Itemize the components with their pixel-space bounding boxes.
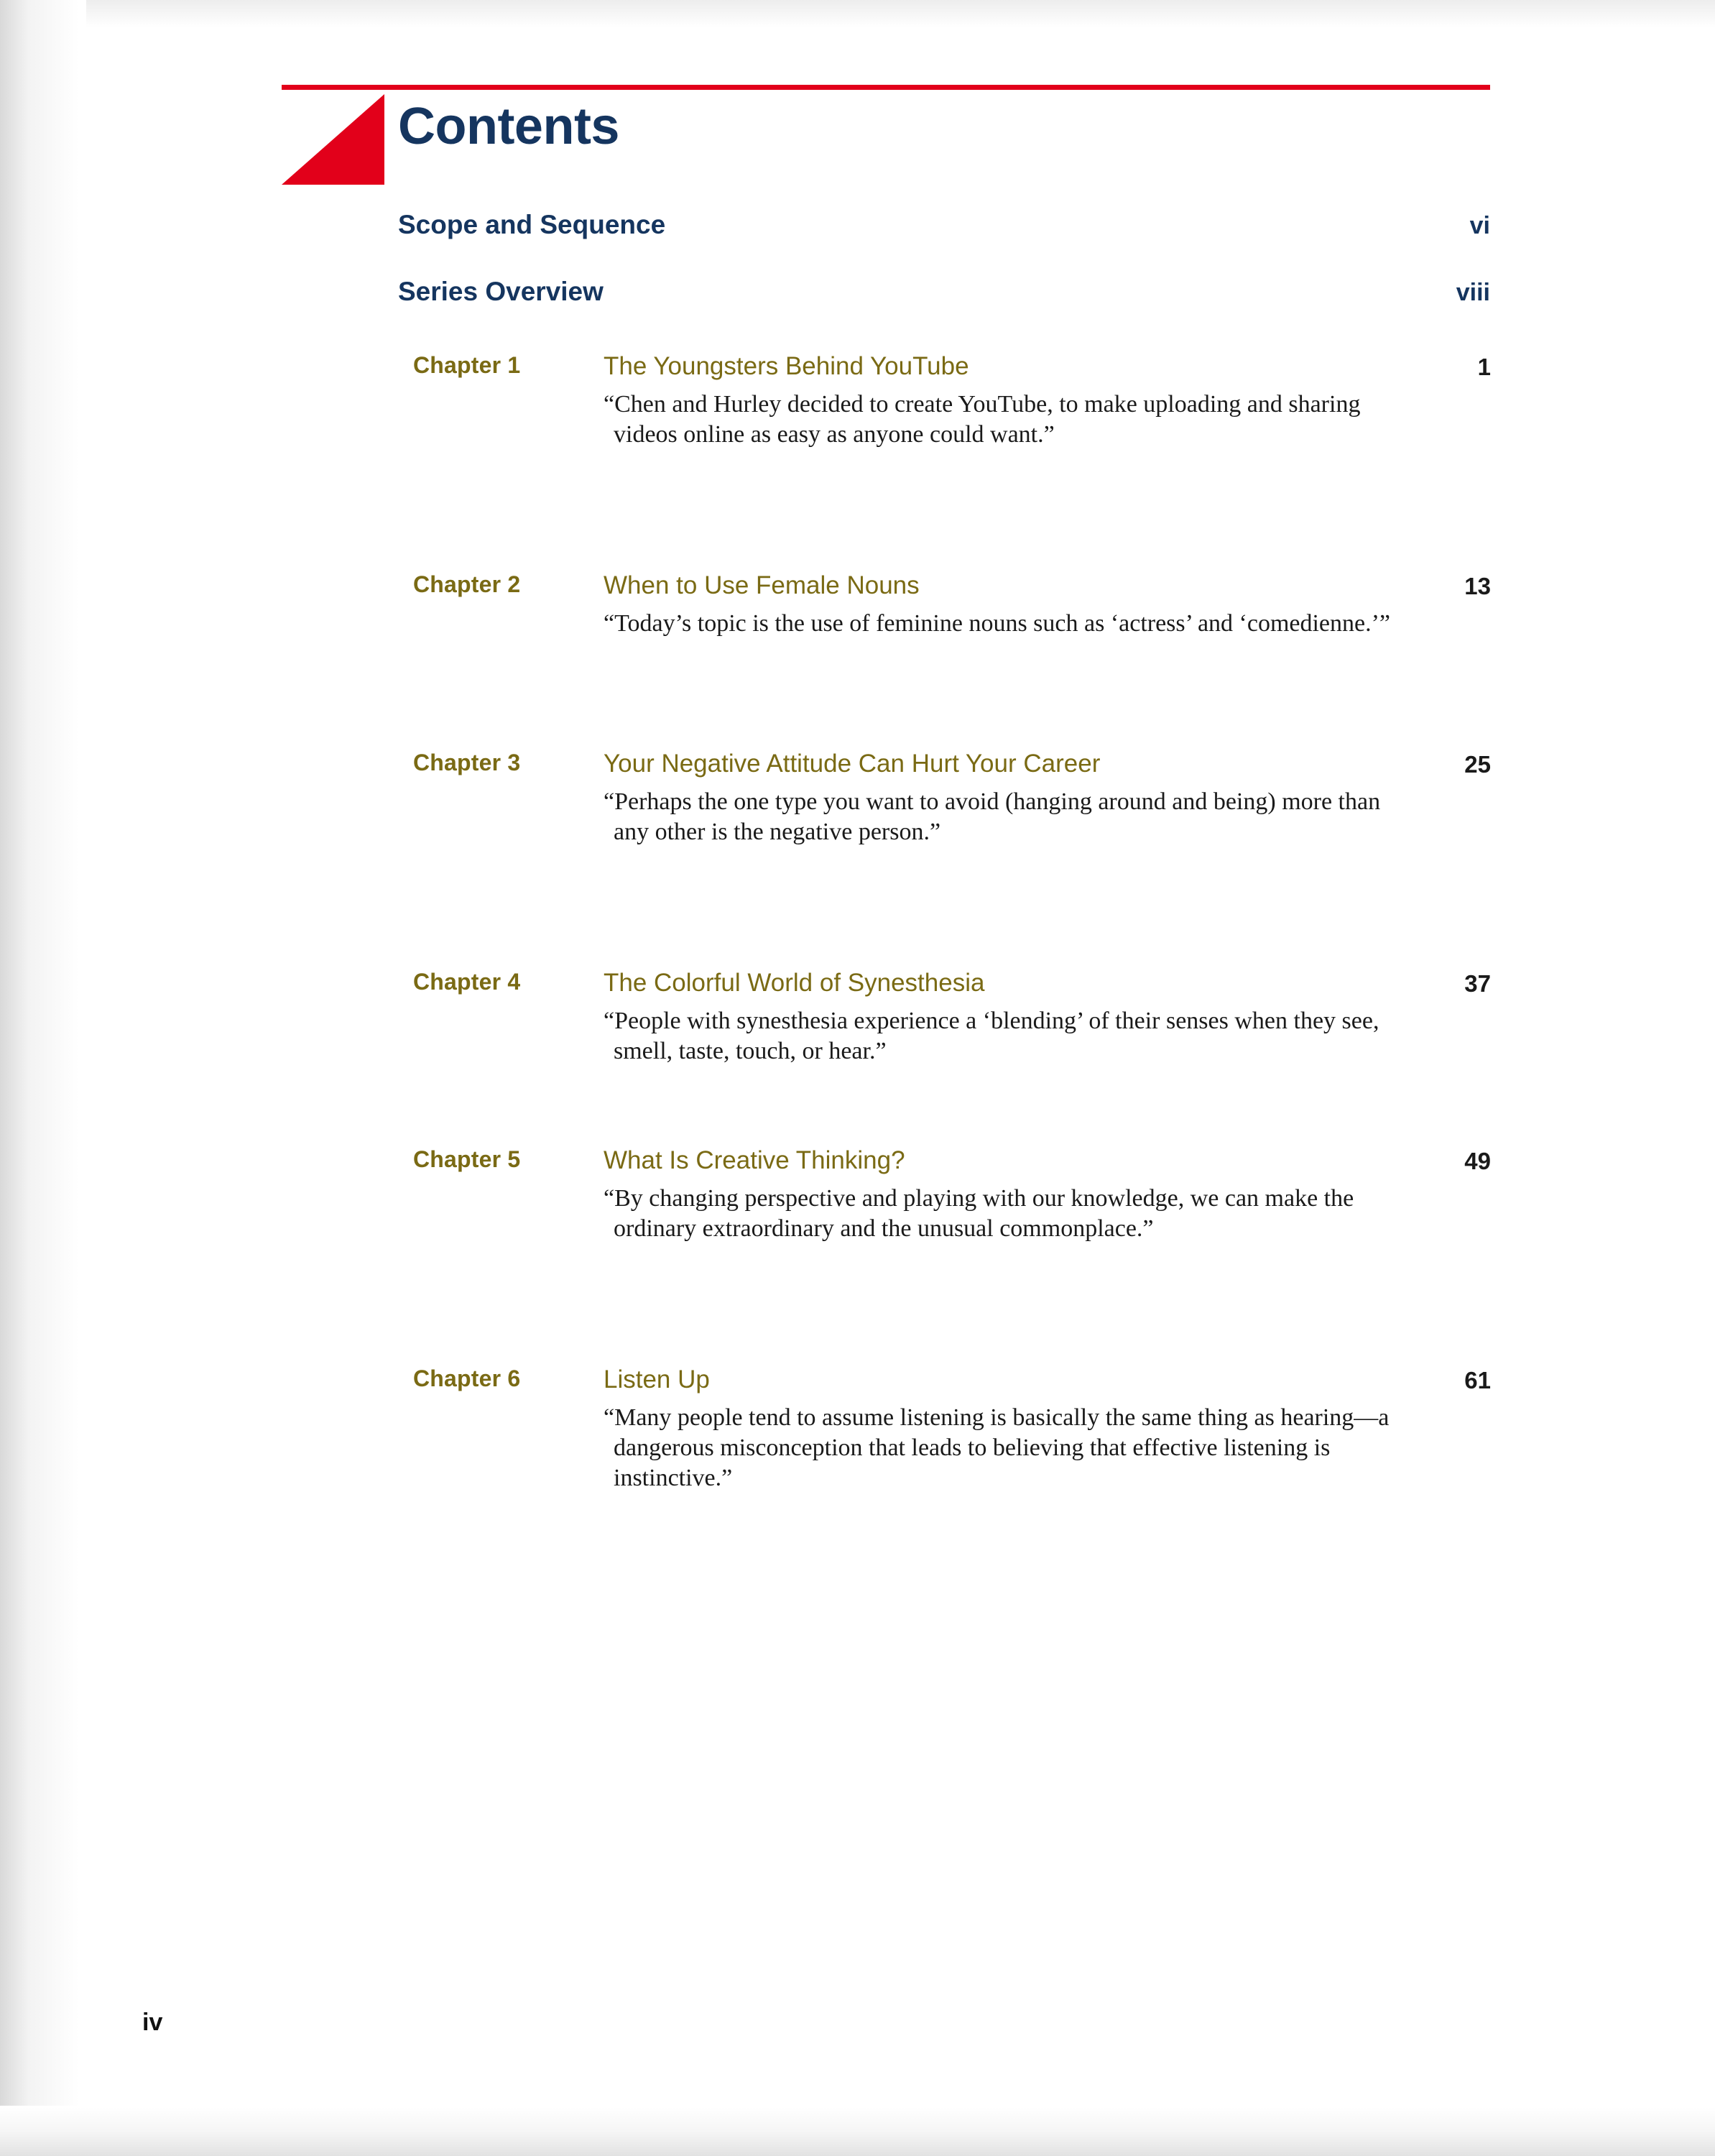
toc-chapter-entry[interactable] — [413, 969, 1491, 1064]
chapter-page-number: 25 — [1464, 751, 1491, 778]
chapter-page-number: 13 — [1464, 573, 1491, 599]
red-square-decoration — [282, 94, 384, 185]
front-matter-row[interactable] — [398, 210, 1490, 240]
chapter-label: Chapter 3 — [413, 750, 521, 775]
chapter-heading-row — [413, 750, 1491, 781]
header-rule — [282, 85, 1490, 90]
page-edge-shading-bottom — [0, 2106, 1715, 2156]
front-matter-page-number: vi — [1469, 212, 1490, 239]
page-edge-shading-left — [0, 0, 86, 2156]
white-triangle-notch — [282, 94, 384, 185]
chapter-heading-row — [413, 1365, 1491, 1397]
chapter-title: Listen Up — [604, 1365, 710, 1393]
chapter-quote: “Many people tend to assume listening is basically the same thing as hearing—a dangerous misconception that leads to believing that effective listening is instinctive.” — [604, 1404, 1390, 1491]
toc-chapter-entry[interactable] — [413, 1146, 1491, 1242]
page-edge-shading-top — [0, 0, 1715, 29]
chapter-heading-row — [413, 571, 1491, 603]
page-title: Contents — [398, 98, 619, 155]
chapter-label: Chapter 5 — [413, 1146, 521, 1172]
chapter-title: When to Use Female Nouns — [604, 571, 920, 599]
chapter-quote: “Perhaps the one type you want to avoid (hanging around and being) more than any other is the negative person.” — [604, 788, 1381, 845]
chapter-title: What Is Creative Thinking? — [604, 1146, 905, 1174]
front-matter-row[interactable] — [398, 277, 1490, 307]
chapter-title: The Youngsters Behind YouTube — [604, 352, 969, 380]
front-matter-label: Scope and Sequence — [398, 210, 666, 239]
toc-chapter-entry[interactable] — [413, 1365, 1491, 1491]
chapter-page-number: 49 — [1464, 1148, 1491, 1174]
chapter-title: Your Negative Attitude Can Hurt Your Career — [604, 750, 1101, 778]
chapter-page-number: 61 — [1464, 1367, 1491, 1393]
chapter-heading-row — [413, 969, 1491, 1000]
front-matter-label: Series Overview — [398, 277, 604, 306]
chapter-page-number: 1 — [1477, 354, 1491, 380]
toc-chapter-entry[interactable] — [413, 352, 1491, 448]
toc-chapter-entry[interactable] — [413, 571, 1491, 637]
front-matter-page-number: viii — [1456, 279, 1490, 306]
chapter-quote: “People with synesthesia experience a ‘blending’ of their senses when they see, smell, taste, touch, or hear.” — [604, 1008, 1379, 1064]
chapter-label: Chapter 6 — [413, 1365, 521, 1391]
chapter-page-number: 37 — [1464, 970, 1491, 997]
chapter-label: Chapter 4 — [413, 969, 521, 995]
chapter-heading-row — [413, 352, 1491, 384]
folio-page-number: iv — [142, 2009, 163, 2036]
chapter-heading-row — [413, 1146, 1491, 1178]
chapter-label: Chapter 1 — [413, 352, 521, 378]
chapter-label: Chapter 2 — [413, 571, 521, 597]
chapter-quote: “Today’s topic is the use of feminine nouns such as ‘actress’ and ‘comedienne.’” — [604, 610, 1391, 637]
chapter-quote: “Chen and Hurley decided to create YouTube, to make uploading and sharing videos online as easy as anyone could want.” — [604, 391, 1361, 448]
chapter-quote: “By changing perspective and playing with our knowledge, we can make the ordinary extraordinary and the unusual commonplace.” — [604, 1185, 1354, 1242]
chapter-title: The Colorful World of Synesthesia — [604, 969, 985, 997]
toc-chapter-entry[interactable] — [413, 750, 1491, 845]
